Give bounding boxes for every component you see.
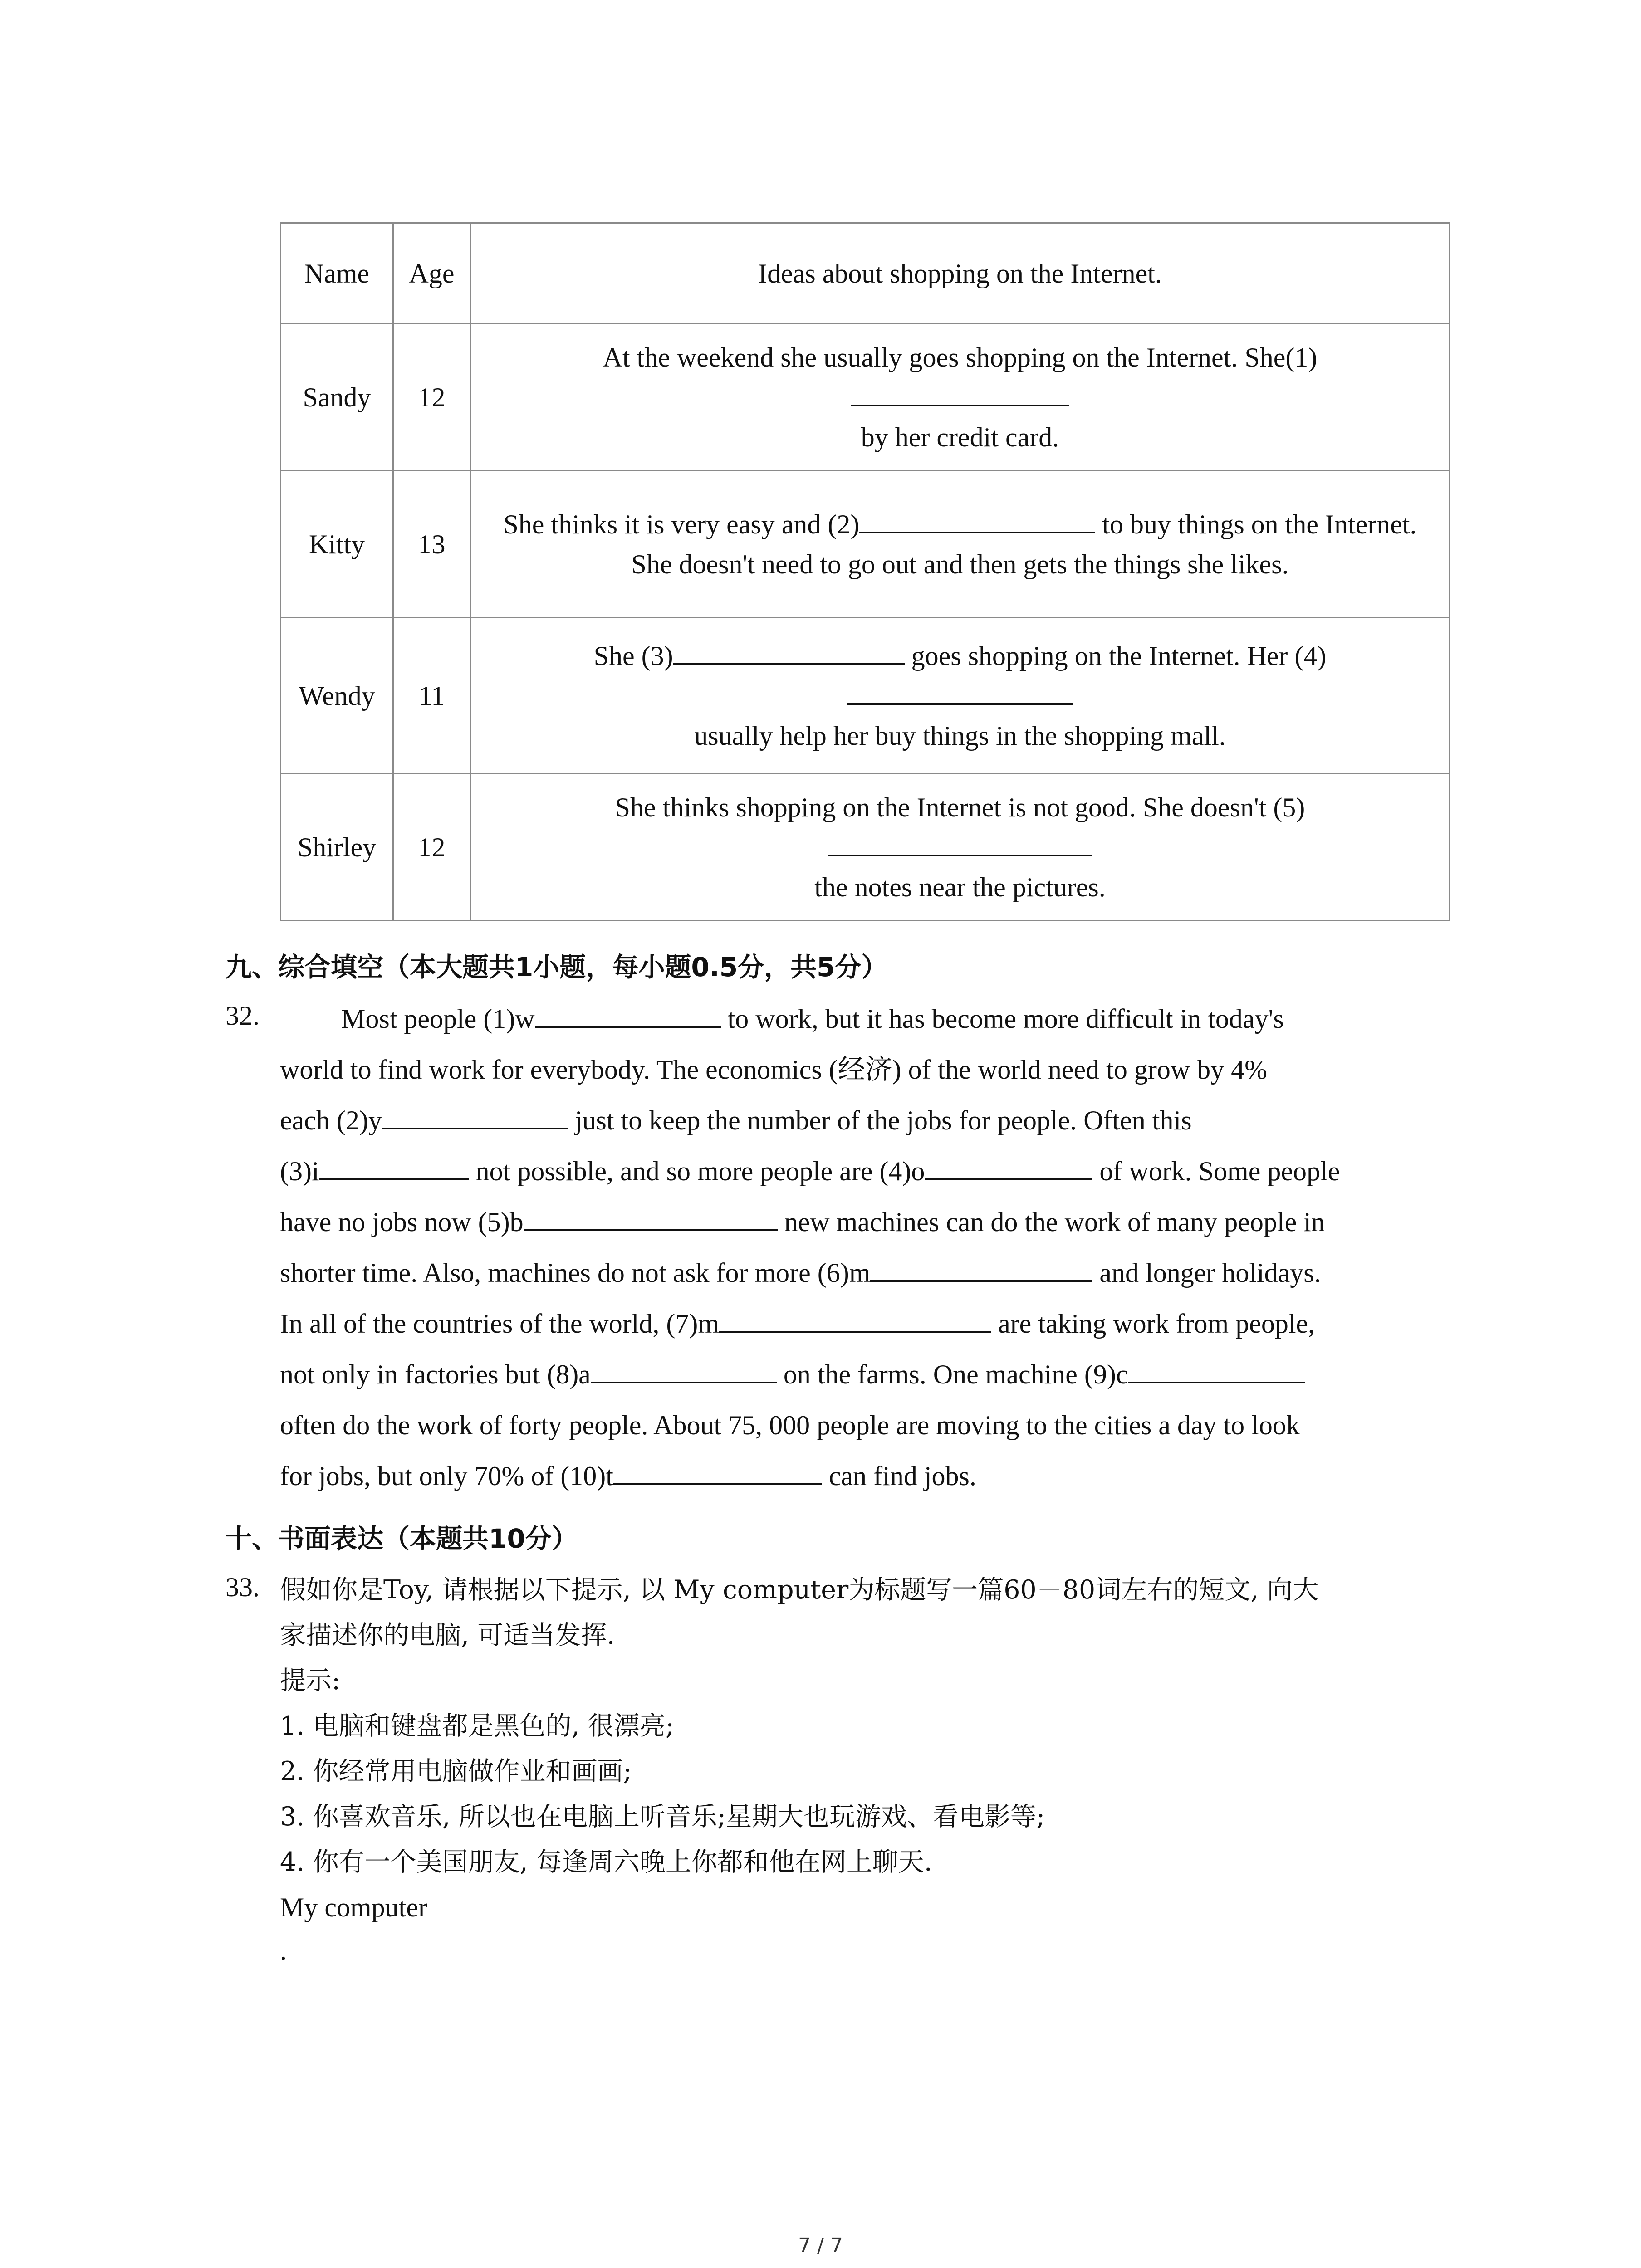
- row-age: 13: [393, 471, 470, 618]
- row-age: 11: [393, 618, 470, 774]
- row-age: 12: [393, 324, 470, 471]
- answer-blank-1: [477, 377, 1443, 417]
- row-ideas-line: At the weekend she usually goes shopping on the Internet. She(1): [603, 342, 1318, 372]
- row-name: Sandy: [281, 324, 393, 471]
- cloze-blank-1: [535, 1001, 721, 1028]
- essay-placeholder-dot: .: [280, 1936, 287, 1965]
- table-row: [281, 324, 1450, 471]
- passage-text: not only in factories but (8)a: [280, 1359, 591, 1389]
- row-ideas: [470, 324, 1450, 471]
- survey-table: [280, 222, 1450, 921]
- row-ideas-line: [477, 504, 1443, 544]
- passage-text: to work, but it has become more difficult in today's: [727, 1004, 1284, 1034]
- passage-text: not possible, and so more people are (4)o: [475, 1156, 925, 1186]
- question-number-33: 33.: [225, 1572, 260, 1602]
- row-ideas-line: [477, 636, 1443, 676]
- header-age: Age: [393, 223, 470, 324]
- row-ideas-line: She thinks shopping on the Internet is not good. She doesn't (5): [615, 792, 1305, 822]
- row-ideas-text: to buy things on the Internet.: [1102, 509, 1417, 539]
- passage-line: [280, 1146, 1450, 1197]
- row-name: Kitty: [281, 471, 393, 618]
- hint-item: 4. 你有一个美国朋友, 每逢周六晚上你都和他在网上聊天.: [280, 1847, 932, 1877]
- passage-text: shorter time. Also, machines do not ask for more (6)m: [280, 1258, 871, 1288]
- page-number: 7 / 7: [798, 2234, 843, 2257]
- passage-line: [280, 1349, 1450, 1400]
- passage-text: are taking work from people,: [998, 1309, 1315, 1339]
- table-header-row: [281, 223, 1450, 324]
- passage-line: [280, 1044, 1450, 1095]
- cloze-blank-7: [719, 1305, 991, 1333]
- row-ideas-line: the notes near the pictures.: [814, 872, 1106, 902]
- row-ideas: [470, 618, 1450, 774]
- row-name: Shirley: [281, 774, 393, 921]
- cloze-blank-10: [613, 1458, 822, 1485]
- passage-line: [280, 1197, 1450, 1247]
- passage-text: of work. Some people: [1099, 1156, 1340, 1186]
- passage-line: [280, 1451, 1450, 1501]
- passage-line: [280, 1400, 1450, 1451]
- cloze-blank-9: [1128, 1356, 1305, 1383]
- passage-text: often do the work of forty people. About 75, 000 people are moving to the cities a day to look: [280, 1410, 1300, 1440]
- passage-line: [280, 1247, 1450, 1298]
- cloze-blank-5: [524, 1204, 778, 1231]
- hint-item: 2. 你经常用电脑做作业和画画;: [280, 1756, 632, 1786]
- row-ideas-line: usually help her buy things in the shopping mall.: [694, 720, 1226, 751]
- answer-blank-3: [673, 638, 905, 665]
- header-ideas: Ideas about shopping on the Internet.: [470, 223, 1450, 324]
- answer-blank-5: [477, 827, 1443, 867]
- row-ideas-text: goes shopping on the Internet. Her (4): [911, 640, 1327, 671]
- hint-label: 提示:: [280, 1666, 341, 1696]
- hint-item: 3. 你喜欢音乐, 所以也在电脑上听音乐;星期大也玩游戏、看电影等;: [280, 1802, 1045, 1832]
- cloze-blank-6: [870, 1255, 1092, 1282]
- row-ideas: [470, 774, 1450, 921]
- cloze-blank-4: [925, 1153, 1092, 1180]
- writing-prompt-line: 假如你是Toy, 请根据以下提示, 以 My computer为标题写一篇60－80词左右的短文, 向大: [280, 1575, 1319, 1605]
- passage-text: and longer holidays.: [1099, 1258, 1321, 1288]
- cloze-blank-2: [382, 1102, 568, 1129]
- row-ideas-text: She (3): [593, 640, 673, 671]
- passage-text: for jobs, but only 70% of (10)t: [280, 1461, 613, 1491]
- row-ideas-text: She thinks it is very easy and (2): [503, 509, 860, 539]
- answer-blank-4: [477, 676, 1443, 716]
- answer-blank-2: [859, 506, 1095, 533]
- row-ideas-line: She doesn't need to go out and then gets the things she likes.: [631, 549, 1289, 579]
- cloze-passage: [280, 993, 1450, 1501]
- passage-line: [280, 1095, 1450, 1146]
- hint-item: 1. 电脑和键盘都是黑色的, 很漂亮;: [280, 1711, 674, 1741]
- section-heading-9: 九、综合填空（本大题共1小题，每小题0.5分，共5分）: [225, 952, 888, 982]
- passage-text: have no jobs now (5)b: [280, 1207, 524, 1237]
- writing-prompt-line: 家描述你的电脑, 可适当发挥.: [280, 1620, 615, 1650]
- passage-line: [280, 1298, 1450, 1349]
- table-row: [281, 471, 1450, 618]
- cloze-blank-3: [319, 1153, 469, 1180]
- passage-text: (3)i: [280, 1156, 319, 1186]
- row-name: Wendy: [281, 618, 393, 774]
- passage-line: [280, 993, 1450, 1044]
- passage-text: new machines can do the work of many people in: [784, 1207, 1325, 1237]
- passage-text: In all of the countries of the world, (7)m: [280, 1309, 720, 1339]
- section-heading-10: 十、书面表达（本题共10分）: [225, 1523, 578, 1554]
- question-number-32: 32.: [225, 1001, 260, 1031]
- passage-text: on the farms. One machine (9)c: [783, 1359, 1128, 1389]
- passage-text: world to find work for everybody. The economics (经济) of the world need to grow by 4%: [280, 1055, 1268, 1085]
- passage-text: can find jobs.: [828, 1461, 976, 1491]
- passage-text: just to keep the number of the jobs for people. Often this: [574, 1105, 1192, 1135]
- table-row: [281, 618, 1450, 774]
- row-ideas-line: by her credit card.: [861, 422, 1059, 452]
- table-row: [281, 774, 1450, 921]
- cloze-blank-8: [591, 1356, 777, 1383]
- passage-text: each (2)y: [280, 1105, 382, 1135]
- essay-title: My computer: [280, 1892, 427, 1922]
- row-ideas: [470, 471, 1450, 618]
- header-name: Name: [281, 223, 393, 324]
- passage-text: Most people (1)w: [341, 1004, 535, 1034]
- row-age: 12: [393, 774, 470, 921]
